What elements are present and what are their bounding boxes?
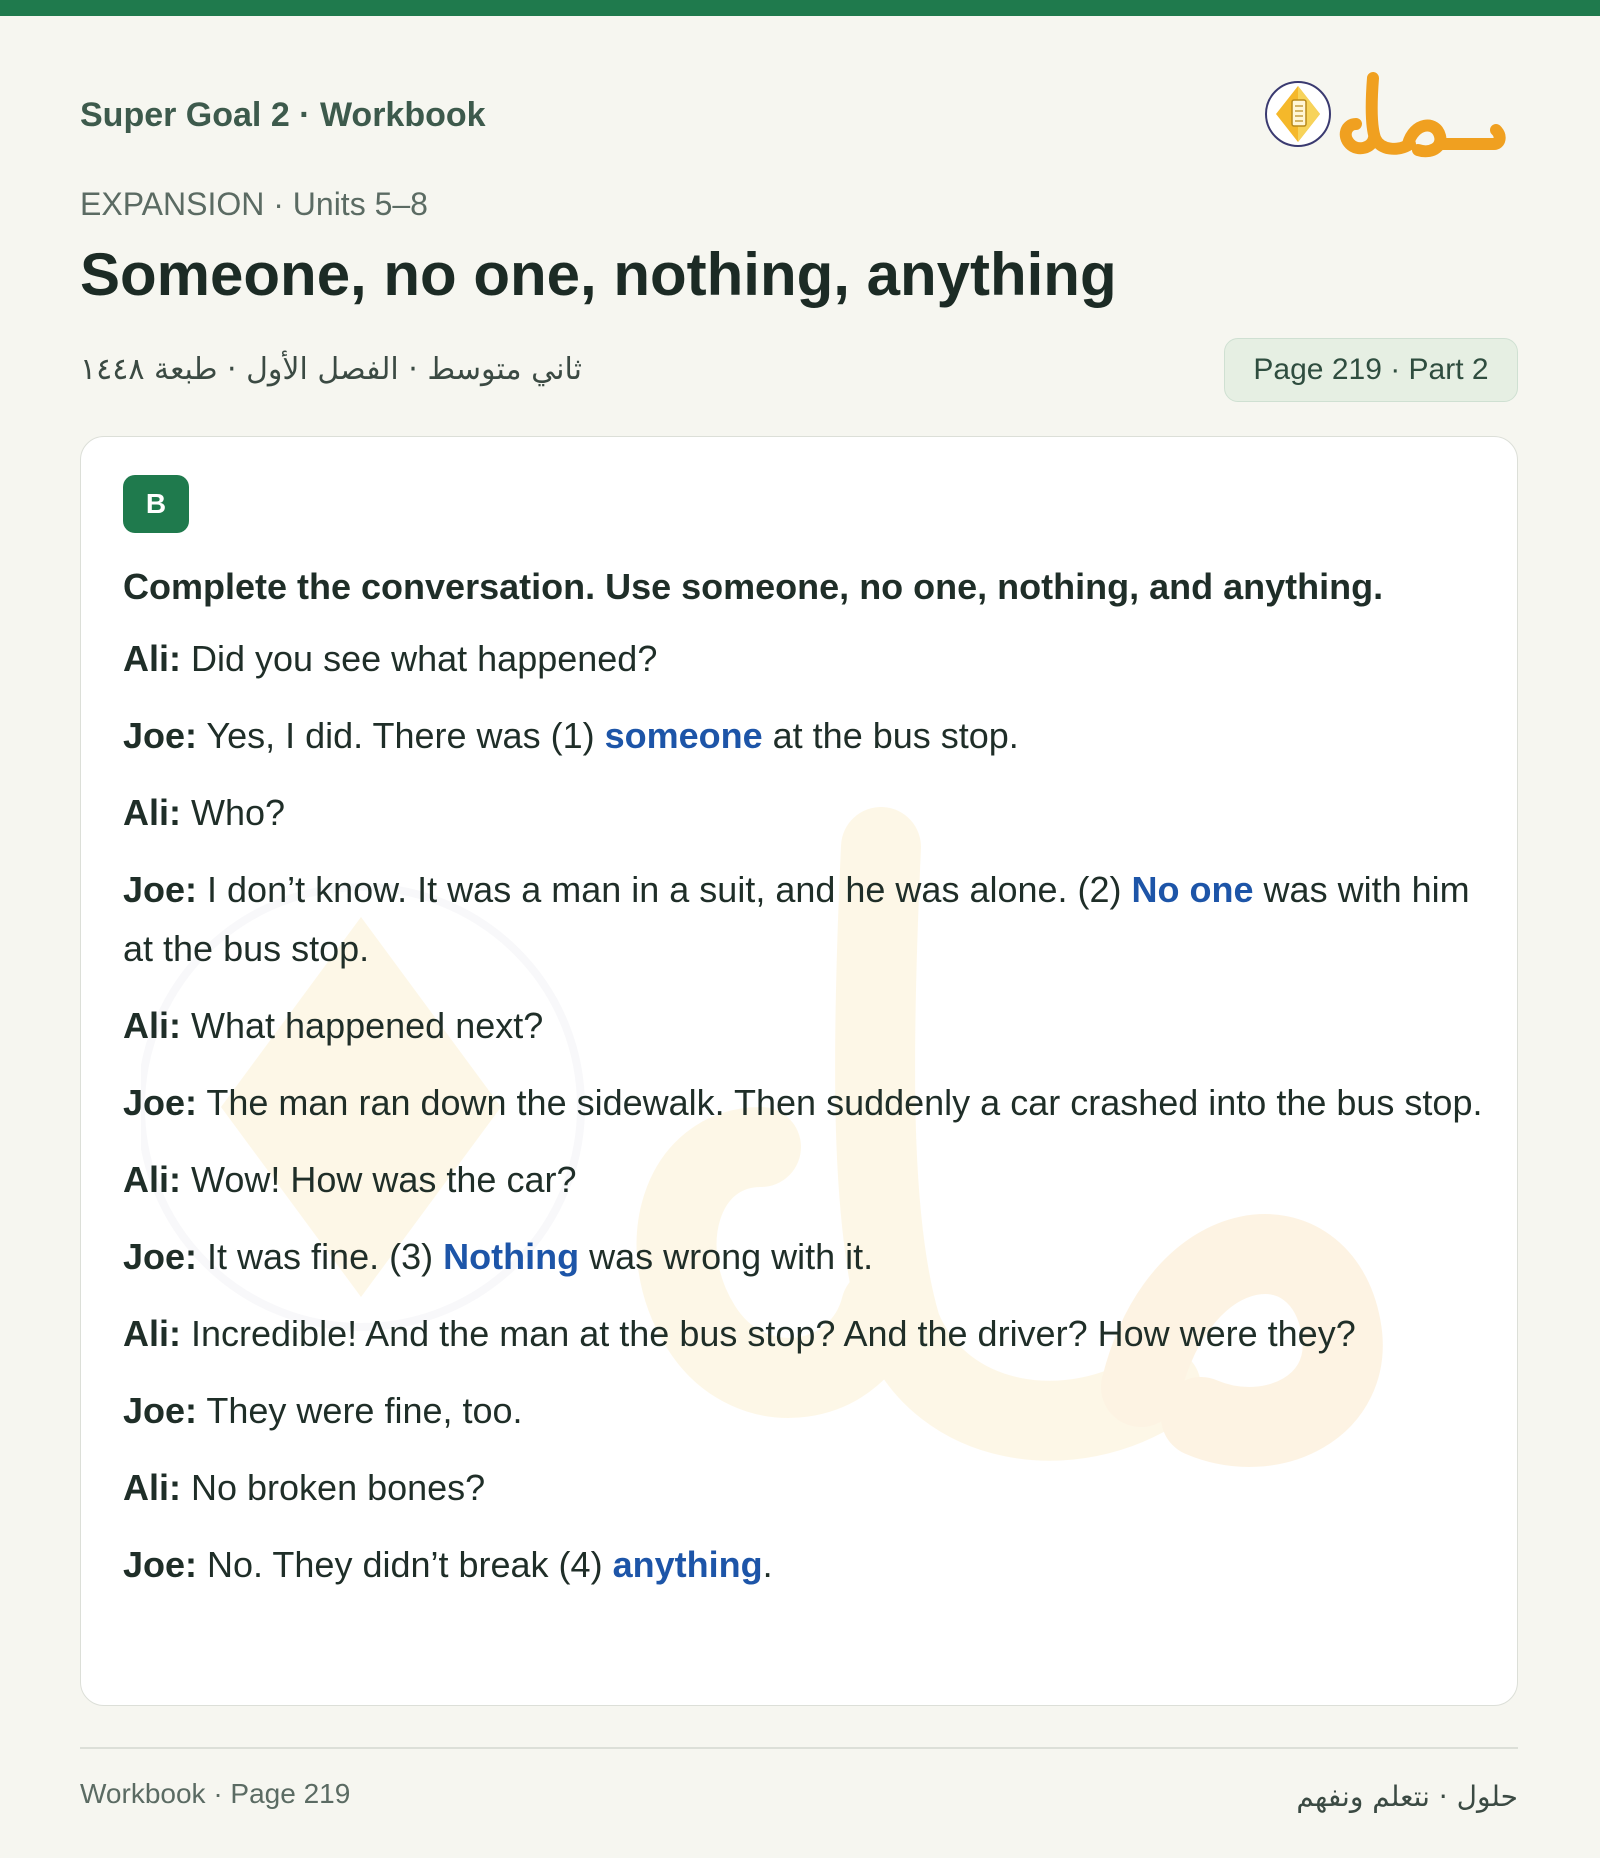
section-label: EXPANSION · Units 5–8 bbox=[80, 186, 428, 222]
dialogue-line bbox=[123, 1304, 1483, 1363]
header bbox=[80, 96, 486, 135]
answer-word: No one bbox=[1131, 869, 1254, 910]
speaker-name: Ali: bbox=[123, 638, 181, 679]
line-text: The man ran down the sidewalk. Then suddenly a car crashed into the bus stop. bbox=[197, 1082, 1483, 1123]
line-text: at the bus stop. bbox=[762, 715, 1019, 756]
dialogue-line bbox=[123, 1227, 1483, 1286]
dialogue-line bbox=[123, 860, 1483, 978]
answer-word: anything bbox=[612, 1544, 763, 1585]
speaker-name: Ali: bbox=[123, 792, 181, 833]
line-text: was wrong with it. bbox=[579, 1236, 874, 1277]
page-title: Someone, no one, nothing, anything bbox=[80, 241, 1117, 308]
speaker-name: Ali: bbox=[123, 1159, 181, 1200]
dialogue-line bbox=[123, 1381, 1483, 1440]
line-text: Incredible! And the man at the bus stop? And the driver? How were they? bbox=[181, 1313, 1356, 1354]
dialogue-line bbox=[123, 783, 1483, 842]
speaker-name: Ali: bbox=[123, 1313, 181, 1354]
top-accent-bar bbox=[0, 0, 1600, 16]
exercise-label: B bbox=[123, 475, 189, 533]
hulul-logo-icon bbox=[1258, 64, 1508, 170]
footer-brand: حلول · نتعلم ونفهم bbox=[1296, 1780, 1518, 1813]
exercise-instruction: Complete the conversation. Use someone, no one, nothing, and anything. bbox=[123, 566, 1384, 607]
dialogue-line bbox=[123, 629, 1483, 688]
dialogue-line bbox=[123, 1073, 1483, 1132]
speaker-name: Ali: bbox=[123, 1005, 181, 1046]
footer-divider bbox=[80, 1747, 1518, 1749]
dialogue-line bbox=[123, 996, 1483, 1055]
speaker-name: Joe: bbox=[123, 869, 198, 910]
line-text: I don’t know. It was a man in a suit, and he was alone. (2) bbox=[197, 869, 1132, 910]
speaker-name: Joe: bbox=[123, 1236, 198, 1277]
line-text: Who? bbox=[181, 792, 286, 833]
line-text: was with him at the bus stop. bbox=[123, 869, 1470, 969]
line-text: Yes, I did. There was (1) bbox=[197, 715, 605, 756]
dialogue-line bbox=[123, 1150, 1483, 1209]
dialogue-line bbox=[123, 706, 1483, 765]
line-text: No broken bones? bbox=[181, 1467, 486, 1508]
speaker-name: Joe: bbox=[123, 1390, 198, 1431]
speaker-name: Joe: bbox=[123, 715, 198, 756]
dialogue-line bbox=[123, 1458, 1483, 1517]
dialogue-line bbox=[123, 1535, 1483, 1594]
arabic-subtitle: ثاني متوسط · الفصل الأول · طبعة ١٤٤٨ bbox=[80, 352, 582, 387]
footer-page-info: Workbook · Page 219 bbox=[80, 1778, 351, 1809]
line-text: What happened next? bbox=[181, 1005, 544, 1046]
page-badge: Page 219 · Part 2 bbox=[1224, 338, 1518, 402]
line-text: It was fine. (3) bbox=[197, 1236, 444, 1277]
answer-word: someone bbox=[604, 715, 763, 756]
line-text: . bbox=[762, 1544, 773, 1585]
answer-word: Nothing bbox=[443, 1236, 580, 1277]
speaker-name: Joe: bbox=[123, 1544, 198, 1585]
dialogue bbox=[123, 629, 1483, 1594]
line-text: No. They didn’t break (4) bbox=[197, 1544, 613, 1585]
line-text: They were fine, too. bbox=[197, 1390, 523, 1431]
speaker-name: Joe: bbox=[123, 1082, 198, 1123]
book-title: Super Goal 2 · Workbook bbox=[80, 96, 486, 134]
exercise-card bbox=[80, 436, 1518, 1706]
line-text: Wow! How was the car? bbox=[181, 1159, 577, 1200]
line-text: Did you see what happened? bbox=[181, 638, 658, 679]
speaker-name: Ali: bbox=[123, 1467, 181, 1508]
